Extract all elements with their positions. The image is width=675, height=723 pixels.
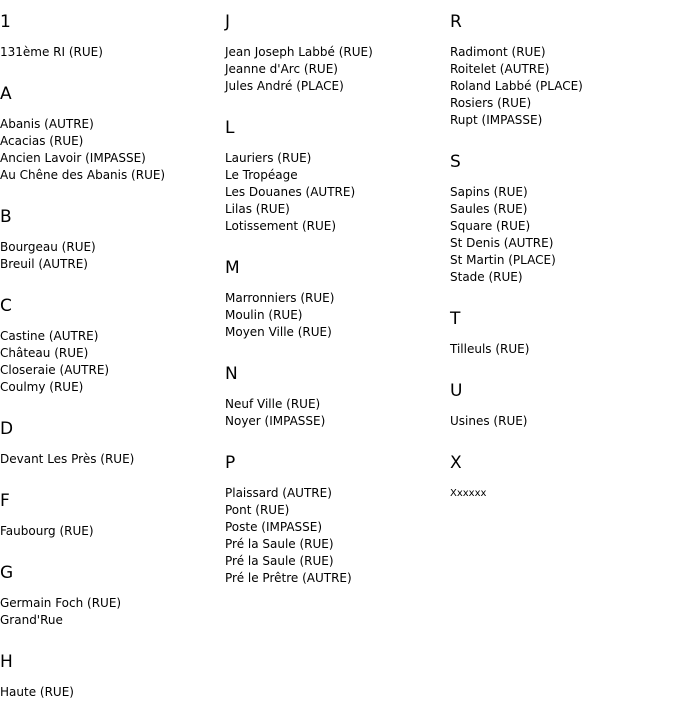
street-link[interactable]: Rupt (IMPASSE)	[450, 113, 543, 127]
letter-group-m	[225, 258, 445, 341]
letter-heading: T	[450, 309, 461, 329]
street-link[interactable]: St Martin (PLACE)	[450, 253, 556, 267]
street-list	[0, 595, 220, 629]
letter-heading: M	[225, 258, 240, 278]
street-link[interactable]: Roland Labbé (PLACE)	[450, 79, 583, 93]
letter-group-u	[450, 381, 670, 430]
street-link[interactable]: Le Tropéage	[225, 168, 298, 182]
street-list	[225, 290, 445, 341]
letter-group-x	[450, 453, 670, 502]
letter-group-p	[225, 453, 445, 587]
street-list	[225, 396, 445, 430]
street-link[interactable]: Moulin (RUE)	[225, 308, 303, 322]
street-link[interactable]: Radimont (RUE)	[450, 45, 546, 59]
letter-heading: L	[225, 118, 235, 138]
street-link[interactable]: Pont (RUE)	[225, 503, 290, 517]
index-column-3	[450, 0, 670, 502]
street-list	[0, 684, 220, 701]
street-link[interactable]: Germain Foch (RUE)	[0, 596, 122, 610]
street-list	[225, 485, 445, 587]
letter-heading: B	[0, 207, 12, 227]
street-link[interactable]: St Denis (AUTRE)	[450, 236, 554, 250]
letter-heading: U	[450, 381, 463, 401]
letter-heading: D	[0, 419, 14, 439]
letter-group-c	[0, 296, 220, 396]
street-link[interactable]: Xxxxxx	[450, 488, 487, 499]
street-list	[450, 341, 670, 358]
street-list	[225, 44, 445, 95]
street-link[interactable]: Jean Joseph Labbé (RUE)	[225, 45, 373, 59]
index-column-1	[0, 0, 220, 701]
letter-group-f	[0, 491, 220, 540]
letter-heading: 1	[0, 12, 11, 32]
letter-heading: G	[0, 563, 14, 583]
street-link[interactable]: Saules (RUE)	[450, 202, 528, 216]
street-link[interactable]: Roitelet (AUTRE)	[450, 62, 550, 76]
street-link[interactable]: Abanis (AUTRE)	[0, 117, 94, 131]
street-link[interactable]: Lotissement (RUE)	[225, 219, 337, 233]
letter-group-b	[0, 207, 220, 273]
street-list	[0, 451, 220, 468]
street-link[interactable]: Marronniers (RUE)	[225, 291, 335, 305]
letter-heading: R	[450, 12, 462, 32]
street-link[interactable]: Grand'Rue	[0, 613, 63, 627]
street-list	[0, 239, 220, 273]
letter-group-1	[0, 12, 220, 61]
letter-heading: S	[450, 152, 461, 172]
letter-heading: P	[225, 453, 236, 473]
street-list	[0, 116, 220, 184]
street-link[interactable]: Lilas (RUE)	[225, 202, 290, 216]
street-list	[0, 44, 220, 61]
letter-group-t	[450, 309, 670, 358]
letter-heading: X	[450, 453, 462, 473]
letter-group-d	[0, 419, 220, 468]
street-link[interactable]: Acacias (RUE)	[0, 134, 84, 148]
letter-heading: N	[225, 364, 238, 384]
street-link[interactable]: Poste (IMPASSE)	[225, 520, 323, 534]
street-link[interactable]: Usines (RUE)	[450, 414, 528, 428]
letter-heading: A	[0, 84, 12, 104]
street-link[interactable]: Rosiers (RUE)	[450, 96, 532, 110]
street-link[interactable]: Bourgeau (RUE)	[0, 240, 96, 254]
street-list	[450, 44, 670, 129]
street-link[interactable]: Tilleuls (RUE)	[450, 342, 530, 356]
letter-heading: J	[225, 12, 231, 32]
street-link[interactable]: Stade (RUE)	[450, 270, 523, 284]
street-link[interactable]: Pré le Prêtre (AUTRE)	[225, 571, 352, 585]
street-link[interactable]: Ancien Lavoir (IMPASSE)	[0, 151, 146, 165]
street-link[interactable]: Plaissard (AUTRE)	[225, 486, 332, 500]
letter-group-g	[0, 563, 220, 629]
letter-group-r	[450, 12, 670, 129]
street-link[interactable]: Breuil (AUTRE)	[0, 257, 88, 271]
street-link[interactable]: Lauriers (RUE)	[225, 151, 312, 165]
street-link[interactable]: Closeraie (AUTRE)	[0, 363, 110, 377]
street-link[interactable]: Haute (RUE)	[0, 685, 74, 699]
street-link[interactable]: Faubourg (RUE)	[0, 524, 94, 538]
street-link[interactable]: Sapins (RUE)	[450, 185, 528, 199]
street-list	[450, 184, 670, 286]
letter-heading: F	[0, 491, 10, 511]
street-link[interactable]: Castine (AUTRE)	[0, 329, 99, 343]
street-link[interactable]: Neuf Ville (RUE)	[225, 397, 321, 411]
street-link[interactable]: Jules André (PLACE)	[225, 79, 344, 93]
street-link[interactable]: Château (RUE)	[0, 346, 89, 360]
street-list	[450, 485, 670, 502]
letter-group-j	[225, 12, 445, 95]
street-link[interactable]: Noyer (IMPASSE)	[225, 414, 326, 428]
letter-group-n	[225, 364, 445, 430]
street-list	[225, 150, 445, 235]
street-link[interactable]: Moyen Ville (RUE)	[225, 325, 332, 339]
letter-group-l	[225, 118, 445, 235]
letter-group-h	[0, 652, 220, 701]
street-link[interactable]: Pré la Saule (RUE)	[225, 554, 334, 568]
street-link[interactable]: Pré la Saule (RUE)	[225, 537, 334, 551]
street-link[interactable]: Square (RUE)	[450, 219, 531, 233]
street-link[interactable]: Les Douanes (AUTRE)	[225, 185, 356, 199]
street-list	[450, 413, 670, 430]
street-link[interactable]: Devant Les Près (RUE)	[0, 452, 135, 466]
letter-heading: C	[0, 296, 12, 316]
street-list	[0, 523, 220, 540]
letter-group-a	[0, 84, 220, 184]
letter-heading: H	[0, 652, 13, 672]
street-link[interactable]: Jeanne d'Arc (RUE)	[225, 62, 338, 76]
street-link[interactable]: 131ème RI (RUE)	[0, 45, 103, 59]
street-list	[0, 328, 220, 396]
street-link[interactable]: Coulmy (RUE)	[0, 380, 84, 394]
street-link[interactable]: Au Chêne des Abanis (RUE)	[0, 168, 166, 182]
letter-group-s	[450, 152, 670, 286]
index-column-2	[225, 0, 445, 587]
